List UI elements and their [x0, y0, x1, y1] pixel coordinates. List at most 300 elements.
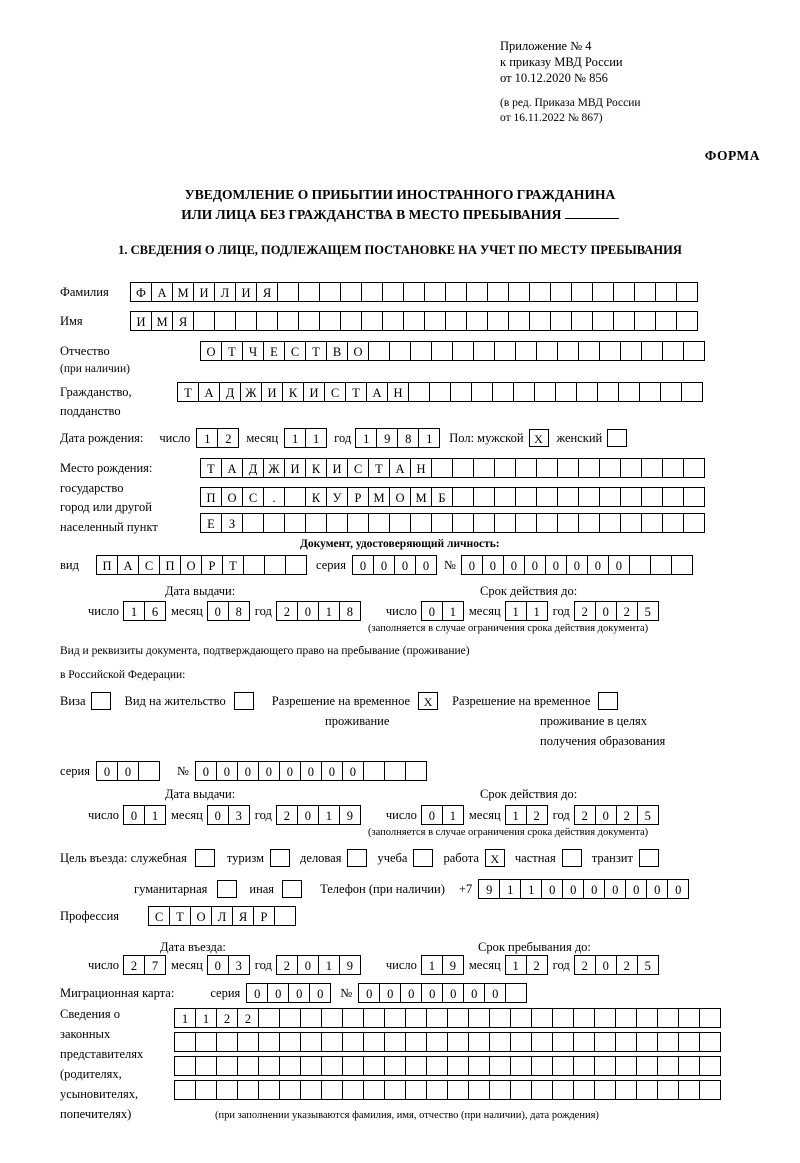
char-cell[interactable] — [468, 1008, 490, 1028]
char-cell[interactable] — [650, 555, 672, 575]
char-cell[interactable] — [174, 1032, 196, 1052]
char-cell[interactable] — [678, 1032, 700, 1052]
char-cell[interactable] — [494, 513, 516, 533]
char-cell[interactable] — [363, 1008, 385, 1028]
char-cell[interactable] — [321, 1008, 343, 1028]
char-cell[interactable]: П — [200, 487, 222, 507]
char-cell[interactable]: 2 — [526, 805, 548, 825]
char-cell[interactable] — [594, 1032, 616, 1052]
char-cell[interactable] — [405, 1032, 427, 1052]
char-cell[interactable] — [445, 311, 467, 331]
char-cell[interactable] — [494, 458, 516, 478]
char-cell[interactable]: 0 — [297, 601, 319, 621]
char-cell[interactable] — [258, 1056, 280, 1076]
char-cell[interactable] — [552, 1008, 574, 1028]
char-cell[interactable] — [382, 311, 404, 331]
char-cell[interactable]: 0 — [587, 555, 609, 575]
purpose-transit-checkbox[interactable] — [639, 849, 659, 867]
citizenship-input[interactable] — [177, 382, 702, 402]
char-cell[interactable] — [531, 1032, 553, 1052]
doc-valid-year-input[interactable] — [574, 601, 658, 621]
char-cell[interactable] — [347, 513, 369, 533]
char-cell[interactable] — [326, 513, 348, 533]
char-cell[interactable]: С — [138, 555, 160, 575]
char-cell[interactable] — [681, 382, 703, 402]
char-cell[interactable] — [508, 311, 530, 331]
char-cell[interactable] — [431, 458, 453, 478]
char-cell[interactable]: 0 — [379, 983, 401, 1003]
char-cell[interactable] — [641, 341, 663, 361]
char-cell[interactable]: 0 — [342, 761, 364, 781]
char-cell[interactable] — [636, 1080, 658, 1100]
char-cell[interactable] — [513, 382, 535, 402]
doc-issue-year-input[interactable] — [276, 601, 360, 621]
profession-input[interactable] — [148, 906, 295, 926]
char-cell[interactable]: 1 — [520, 879, 542, 899]
char-cell[interactable]: 0 — [503, 555, 525, 575]
char-cell[interactable] — [578, 458, 600, 478]
char-cell[interactable] — [340, 282, 362, 302]
char-cell[interactable]: 2 — [574, 805, 596, 825]
char-cell[interactable]: 0 — [421, 805, 443, 825]
char-cell[interactable]: 0 — [258, 761, 280, 781]
char-cell[interactable] — [473, 458, 495, 478]
char-cell[interactable] — [657, 1056, 679, 1076]
char-cell[interactable]: И — [193, 282, 215, 302]
doc-kind-input[interactable] — [96, 555, 306, 575]
char-cell[interactable] — [384, 1056, 406, 1076]
char-cell[interactable]: 0 — [524, 555, 546, 575]
char-cell[interactable] — [510, 1056, 532, 1076]
char-cell[interactable]: 1 — [305, 428, 327, 448]
char-cell[interactable] — [193, 311, 215, 331]
stay-month-input[interactable] — [505, 955, 547, 975]
birthplace-city-input-2[interactable] — [200, 487, 704, 507]
char-cell[interactable]: 0 — [482, 555, 504, 575]
char-cell[interactable] — [615, 1080, 637, 1100]
doc-issue-month-input[interactable] — [207, 601, 249, 621]
char-cell[interactable] — [284, 513, 306, 533]
char-cell[interactable]: А — [221, 458, 243, 478]
char-cell[interactable]: 0 — [604, 879, 626, 899]
stay-day-input[interactable] — [421, 955, 463, 975]
char-cell[interactable] — [531, 1056, 553, 1076]
char-cell[interactable] — [529, 311, 551, 331]
char-cell[interactable] — [615, 1032, 637, 1052]
char-cell[interactable] — [214, 311, 236, 331]
char-cell[interactable]: 2 — [574, 601, 596, 621]
char-cell[interactable] — [699, 1032, 721, 1052]
char-cell[interactable] — [452, 458, 474, 478]
char-cell[interactable] — [342, 1008, 364, 1028]
char-cell[interactable] — [655, 282, 677, 302]
char-cell[interactable] — [599, 487, 621, 507]
char-cell[interactable]: Т — [305, 341, 327, 361]
char-cell[interactable]: 2 — [616, 601, 638, 621]
char-cell[interactable]: С — [324, 382, 346, 402]
char-cell[interactable] — [578, 513, 600, 533]
char-cell[interactable] — [274, 906, 296, 926]
doc-series-input[interactable] — [352, 555, 436, 575]
char-cell[interactable] — [321, 1080, 343, 1100]
char-cell[interactable] — [671, 555, 693, 575]
char-cell[interactable] — [678, 1008, 700, 1028]
char-cell[interactable] — [174, 1056, 196, 1076]
char-cell[interactable]: Я — [256, 282, 278, 302]
char-cell[interactable] — [634, 311, 656, 331]
char-cell[interactable] — [576, 382, 598, 402]
char-cell[interactable]: 1 — [195, 1008, 217, 1028]
char-cell[interactable] — [426, 1008, 448, 1028]
char-cell[interactable] — [284, 487, 306, 507]
char-cell[interactable]: М — [368, 487, 390, 507]
char-cell[interactable] — [571, 282, 593, 302]
char-cell[interactable] — [342, 1080, 364, 1100]
char-cell[interactable]: Р — [347, 487, 369, 507]
char-cell[interactable] — [531, 1080, 553, 1100]
char-cell[interactable] — [384, 1080, 406, 1100]
char-cell[interactable]: 1 — [123, 601, 145, 621]
char-cell[interactable]: 1 — [505, 955, 527, 975]
char-cell[interactable]: 2 — [216, 1008, 238, 1028]
char-cell[interactable] — [529, 282, 551, 302]
doc-issue-day-input[interactable] — [123, 601, 165, 621]
char-cell[interactable]: У — [326, 487, 348, 507]
char-cell[interactable] — [629, 555, 651, 575]
char-cell[interactable] — [279, 1056, 301, 1076]
char-cell[interactable]: 1 — [505, 601, 527, 621]
char-cell[interactable] — [492, 382, 514, 402]
char-cell[interactable]: 0 — [123, 805, 145, 825]
char-cell[interactable] — [363, 761, 385, 781]
char-cell[interactable]: 5 — [637, 805, 659, 825]
char-cell[interactable] — [676, 311, 698, 331]
char-cell[interactable]: 3 — [228, 805, 250, 825]
char-cell[interactable] — [138, 761, 160, 781]
char-cell[interactable]: 8 — [339, 601, 361, 621]
char-cell[interactable]: 0 — [595, 955, 617, 975]
char-cell[interactable]: С — [148, 906, 170, 926]
char-cell[interactable]: 9 — [339, 805, 361, 825]
char-cell[interactable] — [361, 311, 383, 331]
char-cell[interactable]: 0 — [608, 555, 630, 575]
char-cell[interactable]: К — [305, 487, 327, 507]
char-cell[interactable] — [389, 513, 411, 533]
char-cell[interactable] — [620, 513, 642, 533]
char-cell[interactable] — [363, 1032, 385, 1052]
char-cell[interactable] — [321, 1032, 343, 1052]
char-cell[interactable] — [550, 282, 572, 302]
char-cell[interactable]: 0 — [207, 955, 229, 975]
char-cell[interactable] — [620, 341, 642, 361]
char-cell[interactable] — [243, 555, 265, 575]
char-cell[interactable] — [237, 1080, 259, 1100]
char-cell[interactable] — [285, 555, 307, 575]
char-cell[interactable] — [382, 282, 404, 302]
char-cell[interactable]: 0 — [625, 879, 647, 899]
char-cell[interactable] — [410, 513, 432, 533]
char-cell[interactable] — [641, 487, 663, 507]
permit-number-input[interactable] — [195, 761, 426, 781]
char-cell[interactable] — [683, 513, 705, 533]
char-cell[interactable] — [300, 1032, 322, 1052]
char-cell[interactable] — [515, 513, 537, 533]
char-cell[interactable] — [489, 1080, 511, 1100]
doc-valid-month-input[interactable] — [505, 601, 547, 621]
char-cell[interactable] — [487, 311, 509, 331]
char-cell[interactable]: 1 — [196, 428, 218, 448]
char-cell[interactable] — [594, 1080, 616, 1100]
char-cell[interactable] — [452, 341, 474, 361]
char-cell[interactable] — [447, 1056, 469, 1076]
char-cell[interactable]: 0 — [300, 761, 322, 781]
char-cell[interactable]: И — [284, 458, 306, 478]
purpose-humanitarian-checkbox[interactable] — [217, 880, 237, 898]
mcard-number-input[interactable] — [358, 983, 526, 1003]
char-cell[interactable] — [279, 1080, 301, 1100]
char-cell[interactable]: К — [305, 458, 327, 478]
char-cell[interactable]: 0 — [358, 983, 380, 1003]
birth-day-input[interactable] — [196, 428, 238, 448]
char-cell[interactable] — [368, 341, 390, 361]
char-cell[interactable]: 9 — [442, 955, 464, 975]
char-cell[interactable] — [195, 1056, 217, 1076]
char-cell[interactable]: Л — [214, 282, 236, 302]
char-cell[interactable]: 0 — [309, 983, 331, 1003]
char-cell[interactable]: 0 — [321, 761, 343, 781]
char-cell[interactable]: 0 — [484, 983, 506, 1003]
char-cell[interactable] — [662, 513, 684, 533]
entry-year-input[interactable] — [276, 955, 360, 975]
char-cell[interactable]: 0 — [541, 879, 563, 899]
char-cell[interactable] — [195, 1080, 217, 1100]
char-cell[interactable] — [447, 1008, 469, 1028]
char-cell[interactable] — [405, 1008, 427, 1028]
char-cell[interactable] — [256, 311, 278, 331]
char-cell[interactable]: 0 — [394, 555, 416, 575]
char-cell[interactable]: 2 — [237, 1008, 259, 1028]
char-cell[interactable] — [216, 1080, 238, 1100]
char-cell[interactable] — [263, 513, 285, 533]
char-cell[interactable]: 0 — [246, 983, 268, 1003]
char-cell[interactable]: 5 — [637, 955, 659, 975]
char-cell[interactable] — [515, 341, 537, 361]
char-cell[interactable]: 0 — [297, 955, 319, 975]
char-cell[interactable] — [515, 487, 537, 507]
char-cell[interactable] — [557, 513, 579, 533]
char-cell[interactable] — [557, 341, 579, 361]
char-cell[interactable] — [426, 1056, 448, 1076]
char-cell[interactable]: О — [347, 341, 369, 361]
char-cell[interactable]: 0 — [195, 761, 217, 781]
char-cell[interactable] — [447, 1032, 469, 1052]
char-cell[interactable] — [279, 1032, 301, 1052]
char-cell[interactable]: 0 — [442, 983, 464, 1003]
char-cell[interactable] — [473, 487, 495, 507]
char-cell[interactable] — [489, 1032, 511, 1052]
char-cell[interactable]: 6 — [144, 601, 166, 621]
char-cell[interactable] — [639, 382, 661, 402]
entry-day-input[interactable] — [123, 955, 165, 975]
char-cell[interactable]: 2 — [276, 805, 298, 825]
char-cell[interactable]: 0 — [207, 805, 229, 825]
char-cell[interactable] — [552, 1080, 574, 1100]
char-cell[interactable] — [466, 282, 488, 302]
purpose-study-checkbox[interactable] — [413, 849, 433, 867]
char-cell[interactable] — [678, 1056, 700, 1076]
char-cell[interactable]: 0 — [415, 555, 437, 575]
char-cell[interactable]: 2 — [276, 955, 298, 975]
char-cell[interactable] — [342, 1056, 364, 1076]
purpose-service-checkbox[interactable] — [195, 849, 215, 867]
char-cell[interactable] — [634, 282, 656, 302]
char-cell[interactable]: Ж — [263, 458, 285, 478]
char-cell[interactable]: Л — [211, 906, 233, 926]
char-cell[interactable] — [277, 282, 299, 302]
char-cell[interactable]: Р — [201, 555, 223, 575]
char-cell[interactable]: П — [159, 555, 181, 575]
char-cell[interactable]: 0 — [595, 601, 617, 621]
char-cell[interactable] — [405, 1056, 427, 1076]
char-cell[interactable]: 1 — [144, 805, 166, 825]
char-cell[interactable] — [389, 341, 411, 361]
char-cell[interactable]: 0 — [646, 879, 668, 899]
char-cell[interactable] — [363, 1080, 385, 1100]
birth-year-input[interactable] — [355, 428, 439, 448]
char-cell[interactable]: М — [410, 487, 432, 507]
char-cell[interactable] — [424, 311, 446, 331]
char-cell[interactable]: 0 — [297, 805, 319, 825]
char-cell[interactable] — [368, 513, 390, 533]
char-cell[interactable]: З — [221, 513, 243, 533]
purpose-private-checkbox[interactable] — [562, 849, 582, 867]
char-cell[interactable]: А — [366, 382, 388, 402]
char-cell[interactable]: 0 — [566, 555, 588, 575]
char-cell[interactable] — [300, 1056, 322, 1076]
char-cell[interactable]: 0 — [562, 879, 584, 899]
char-cell[interactable] — [536, 458, 558, 478]
char-cell[interactable]: 0 — [207, 601, 229, 621]
char-cell[interactable]: Б — [431, 487, 453, 507]
char-cell[interactable] — [615, 1056, 637, 1076]
char-cell[interactable]: 0 — [461, 555, 483, 575]
char-cell[interactable]: 1 — [421, 955, 443, 975]
char-cell[interactable]: 5 — [637, 601, 659, 621]
char-cell[interactable] — [592, 282, 614, 302]
char-cell[interactable] — [319, 311, 341, 331]
char-cell[interactable] — [405, 761, 427, 781]
char-cell[interactable]: И — [130, 311, 152, 331]
char-cell[interactable] — [536, 341, 558, 361]
char-cell[interactable] — [573, 1008, 595, 1028]
char-cell[interactable] — [613, 311, 635, 331]
char-cell[interactable]: 1 — [418, 428, 440, 448]
patronymic-input[interactable] — [200, 341, 704, 361]
char-cell[interactable]: 7 — [144, 955, 166, 975]
char-cell[interactable] — [683, 341, 705, 361]
char-cell[interactable] — [363, 1056, 385, 1076]
char-cell[interactable] — [552, 1032, 574, 1052]
char-cell[interactable] — [321, 1056, 343, 1076]
char-cell[interactable]: 0 — [96, 761, 118, 781]
char-cell[interactable] — [573, 1032, 595, 1052]
char-cell[interactable] — [279, 1008, 301, 1028]
char-cell[interactable] — [494, 341, 516, 361]
char-cell[interactable]: 1 — [442, 805, 464, 825]
char-cell[interactable] — [426, 1080, 448, 1100]
char-cell[interactable] — [237, 1056, 259, 1076]
char-cell[interactable]: 0 — [421, 983, 443, 1003]
char-cell[interactable] — [431, 513, 453, 533]
char-cell[interactable] — [473, 513, 495, 533]
char-cell[interactable]: 0 — [667, 879, 689, 899]
char-cell[interactable] — [641, 458, 663, 478]
char-cell[interactable] — [468, 1080, 490, 1100]
char-cell[interactable]: 1 — [318, 805, 340, 825]
char-cell[interactable] — [578, 487, 600, 507]
char-cell[interactable]: Т — [345, 382, 367, 402]
char-cell[interactable]: Т — [177, 382, 199, 402]
char-cell[interactable]: 1 — [499, 879, 521, 899]
char-cell[interactable]: 0 — [267, 983, 289, 1003]
surname-input[interactable] — [130, 282, 697, 302]
char-cell[interactable]: Е — [263, 341, 285, 361]
char-cell[interactable]: 0 — [463, 983, 485, 1003]
birthplace-state-input[interactable] — [200, 458, 704, 478]
char-cell[interactable] — [578, 341, 600, 361]
char-cell[interactable] — [592, 311, 614, 331]
char-cell[interactable] — [613, 282, 635, 302]
char-cell[interactable]: Ч — [242, 341, 264, 361]
char-cell[interactable] — [258, 1080, 280, 1100]
char-cell[interactable]: О — [200, 341, 222, 361]
visa-checkbox[interactable] — [91, 692, 111, 710]
char-cell[interactable]: Я — [172, 311, 194, 331]
char-cell[interactable]: 2 — [616, 955, 638, 975]
permit-series-input[interactable] — [96, 761, 159, 781]
char-cell[interactable]: Т — [200, 458, 222, 478]
char-cell[interactable] — [555, 382, 577, 402]
char-cell[interactable] — [552, 1056, 574, 1076]
char-cell[interactable]: 9 — [339, 955, 361, 975]
char-cell[interactable]: Т — [368, 458, 390, 478]
edu-residence-checkbox[interactable] — [598, 692, 618, 710]
char-cell[interactable]: М — [172, 282, 194, 302]
char-cell[interactable]: 8 — [228, 601, 250, 621]
char-cell[interactable] — [426, 1032, 448, 1052]
char-cell[interactable]: О — [221, 487, 243, 507]
char-cell[interactable] — [536, 487, 558, 507]
char-cell[interactable]: 0 — [595, 805, 617, 825]
char-cell[interactable] — [662, 458, 684, 478]
char-cell[interactable] — [405, 1080, 427, 1100]
char-cell[interactable] — [489, 1056, 511, 1076]
char-cell[interactable]: Н — [410, 458, 432, 478]
char-cell[interactable]: Ж — [240, 382, 262, 402]
char-cell[interactable]: 9 — [376, 428, 398, 448]
char-cell[interactable] — [620, 458, 642, 478]
permit-valid-month-input[interactable] — [505, 805, 547, 825]
char-cell[interactable] — [445, 282, 467, 302]
char-cell[interactable] — [298, 282, 320, 302]
char-cell[interactable] — [473, 341, 495, 361]
char-cell[interactable] — [660, 382, 682, 402]
char-cell[interactable]: А — [389, 458, 411, 478]
char-cell[interactable]: 0 — [373, 555, 395, 575]
char-cell[interactable]: 0 — [288, 983, 310, 1003]
char-cell[interactable]: Т — [221, 341, 243, 361]
permit-issue-month-input[interactable] — [207, 805, 249, 825]
